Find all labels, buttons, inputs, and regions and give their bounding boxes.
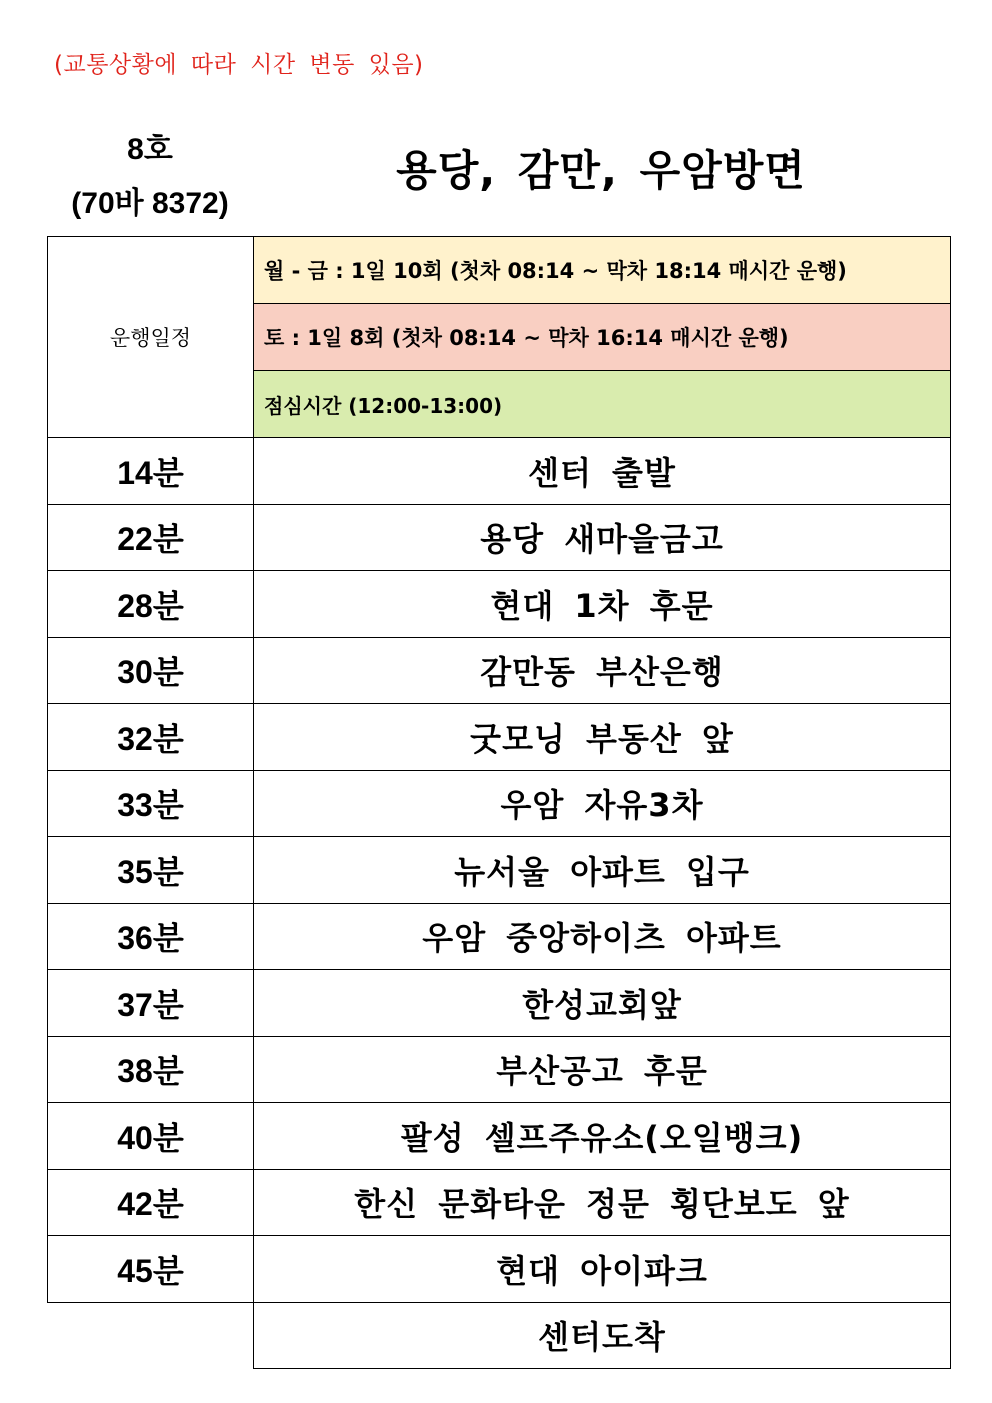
stop-time: 33분 (48, 770, 254, 837)
stop-time: 22분 (48, 504, 254, 571)
stop-row (48, 903, 951, 970)
stop-row (48, 438, 951, 505)
stop-name: 감만동 부산은행 (254, 637, 951, 704)
stop-row (48, 704, 951, 771)
stop-time: 40분 (48, 1103, 254, 1170)
stop-row (48, 770, 951, 837)
stop-time-empty (48, 1302, 254, 1369)
bus-plate: (70바 8372) (71, 187, 229, 220)
stop-name: 뉴서울 아파트 입구 (254, 837, 951, 904)
stop-row (48, 970, 951, 1037)
bus-number: 8호 (127, 133, 173, 166)
schedule-row-weekday (48, 237, 951, 304)
weekday-schedule-text: 월 - 금 : 1일 10회 (첫차 08:14 ~ 막차 18:14 매시간 운행) (264, 259, 847, 283)
weekday-schedule (254, 237, 951, 304)
stop-time: 32분 (48, 704, 254, 771)
stop-name: 센터 출발 (254, 438, 951, 505)
stop-name-arrival: 센터도착 (254, 1302, 951, 1369)
stop-row (48, 1169, 951, 1236)
stop-time: 38분 (48, 1036, 254, 1103)
stop-row (48, 571, 951, 638)
stop-time: 45분 (48, 1236, 254, 1303)
stop-time: 35분 (48, 837, 254, 904)
stop-name: 현대 아이파크 (254, 1236, 951, 1303)
stop-name: 용당 새마을금고 (254, 504, 951, 571)
saturday-schedule (254, 304, 951, 371)
lunch-time-text: 점심시간 (12:00-13:00) (264, 393, 503, 418)
stop-time: 14분 (48, 438, 254, 505)
stop-row (48, 1036, 951, 1103)
stop-time: 30분 (48, 637, 254, 704)
lunch-time (254, 371, 951, 438)
stop-row (48, 837, 951, 904)
saturday-schedule-text: 토 : 1일 8회 (첫차 08:14 ~ 막차 16:14 매시간 운행) (264, 326, 789, 350)
schedule-table (47, 236, 951, 1369)
stop-name: 팔성 셀프주유소(오일뱅크) (254, 1103, 951, 1170)
stop-time: 28분 (48, 571, 254, 638)
stop-row (48, 1103, 951, 1170)
stop-name: 우암 중앙하이츠 아파트 (254, 903, 951, 970)
traffic-notice: (교통상황에 따라 시간 변동 있음) (54, 52, 424, 78)
stop-name: 우암 자유3차 (254, 770, 951, 837)
stop-row-arrival (48, 1302, 951, 1369)
stop-name: 부산공고 후문 (254, 1036, 951, 1103)
stop-time: 37분 (48, 970, 254, 1037)
route-title: 용당, 감만, 우암방면 (396, 146, 806, 195)
stop-name: 굿모닝 부동산 앞 (254, 704, 951, 771)
stop-name: 현대 1차 후문 (254, 571, 951, 638)
stop-row (48, 1236, 951, 1303)
stop-time: 42분 (48, 1169, 254, 1236)
stop-time: 36분 (48, 903, 254, 970)
stop-row (48, 504, 951, 571)
stop-name: 한신 문화타운 정문 횡단보도 앞 (254, 1169, 951, 1236)
schedule-label: 운행일정 (48, 237, 254, 438)
stop-row (48, 637, 951, 704)
stop-name: 한성교회앞 (254, 970, 951, 1037)
